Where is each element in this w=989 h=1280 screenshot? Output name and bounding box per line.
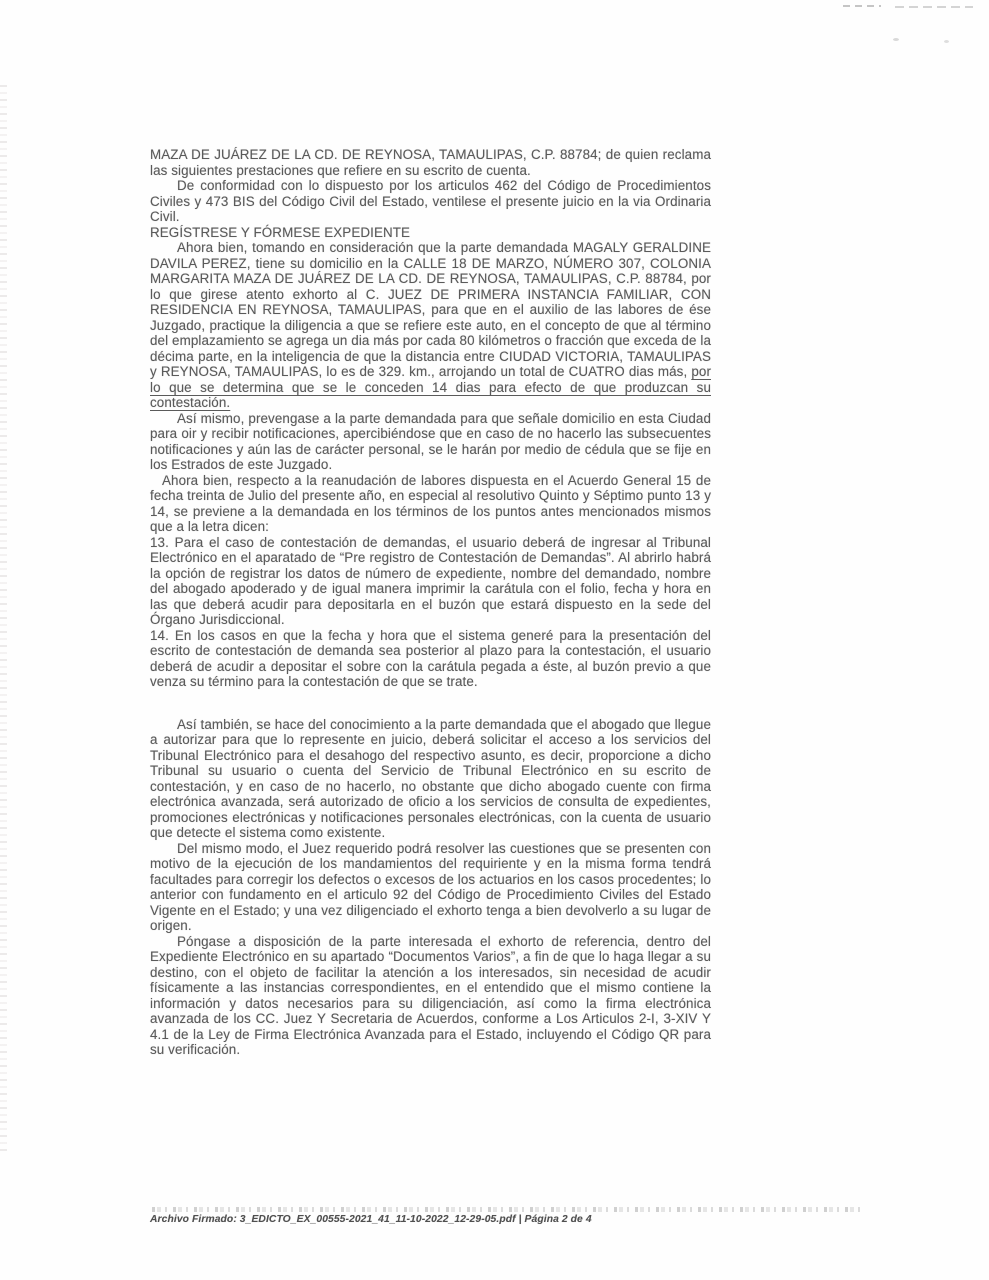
scan-noise-top-right	[895, 6, 973, 8]
paragraph-asi-tambien: Así también, se hace del conocimiento a la parte demandada que el abogado que llegue a autorizar para que lo represente en juicio, deberá solicitar el acceso a los servicios del Tribunal Electrónico para el desahogo del respectivo asunto, es decir, proporcione a dicho Tribunal su usuario o cuenta del Servicio de Tribunal Electrónico en su escrito de contestación, y en caso de no hacerlo, no obstante que dicho abogado cuente con firma electrónica avanzada, será autorizado de oficio a los servicios de consulta de expedientes, promociones electrónicas y notificaciones personales electrónicas, con la cuenta de usuario que detecte el sistema como existente.	[150, 716, 711, 840]
paragraph-conformidad: De conformidad con lo dispuesto por los articulos 462 del Código de Procedimientos Civiles y 473 BIS del Código Civil del Estado, ventilese el presente juicio en la via Ordinaria Civil.	[150, 178, 711, 224]
illegible-signature-hash-line	[152, 1207, 864, 1212]
paragraph-del-mismo-modo: Del mismo modo, el Juez requerido podrá resolver las cuestiones que se presenten con motivo de la ejecución de los mandamientos del requiriente y en la misma forma tendrá facultades para corregir los defectos o excesos de los actuarios en los casos procedentes; lo anterior con fundamento en el articulo 92 del Código de Procedimiento Civiles del Estado Vigente en el Estado; y una vez diligenciado el exhorto tenga a bien devolverlo a su lugar de origen.	[150, 840, 711, 933]
scan-speck	[944, 40, 949, 43]
footer-file-info: Archivo Firmado: 3_EDICTO_EX_00555-2021_41_11-10-2022_12-29-05.pdf | Página 2 de 4	[150, 1214, 592, 1225]
scan-noise-top-right	[843, 5, 881, 7]
heading-registrese-formese-expediente: REGÍSTRESE Y FÓRMESE EXPEDIENTE	[150, 224, 411, 240]
paragraph-pongase: Póngase a disposición de la parte interesada el exhorto de referencia, dentro del Expediente Electrónico en su apartado “Documentos Varios”, a fin de que lo haga llegar a su destino, con el objeto de facilitar la atención a los interesados, sin necesidad de acudir físicamente a las instancias correspondientes, en el entendido que el mismo contiene la información y datos necesarios para su diligenciación, así como la firma electrónica avanzada de los CC. Juez Y Secretaria de Acuerdos, conforme a Los Articulos 2-I, 3-XIV Y 4.1 de la Ley de Firma Electrónica Avanzada para el Estado, incluyendo el Código QR para su verificación.	[150, 933, 711, 1057]
document-body	[150, 147, 711, 1058]
blockquote-punto-13: 13. Para el caso de contestación de demandas, el usuario deberá de ingresar al Tribunal Electrónico en el aparatado de “Pre registro de Contestación de Demandas”. Al abrirlo habrá la opción de registrar los datos de número de expediente, nombre del demandado, nombre del abogado apoderado y de igual manera imprimir la carátula con el folio, fecha y hora en las que deberá acudir para depositarla en el buzón que estará dispuesto en la sede del Órgano Jurisdiccional.	[150, 534, 711, 627]
paragraph-exhorto	[150, 240, 711, 411]
scan-noise-left-edge	[0, 85, 7, 1155]
paragraph-asi-mismo: Así mismo, prevengase a la parte demandada para que señale domicilio en esta Ciudad para oir y recibir notificaciones, apercibiéndose que en caso de no hacerlo las subsecuentes notificaciones y aún las de carácter personal, se le harán por medio de cédula que se fije en los Estrados de este Juzgado.	[150, 410, 711, 472]
paragraph-acuerdo-general: Ahora bien, respecto a la reanudación de labores dispuesta en el Acuerdo General 15 de fecha treinta de Julio del presente año, en especial al resolutivo Quinto y Séptimo punto 13 y 14, se previene a la demandada en los términos de los puntos antes mencionados mismos que a la letra dicen:	[150, 472, 711, 534]
scan-speck	[893, 38, 899, 41]
blockquote-punto-14: 14. En los casos en que la fecha y hora que el sistema generé para la presentación del escrito de contestación de demanda sea posterior al plazo para la contestación, el usuario deberá de acudir a depositar el sobre con la carátula pegada a éste, al buzón previo a que venza su término para la contestación de que se trate.	[150, 627, 711, 689]
underlined-plazo-contestacion: por lo que se determina que se le conceden 14 dias para efecto de que produzcan su contestación.	[150, 364, 711, 410]
paragraph-exhorto-text: Ahora bien, tomando en consideración que la parte demandada MAGALY GERALDINE DAVILA PEREZ, tiene su domicilio en la CALLE 18 DE MARZO, NÚMERO 307, COLONIA MARGARITA MAZA DE JUÁREZ DE LA CD. DE REYNOSA, TAMAULIPAS, C.P. 88784, por lo que girese atento exhorto al C. JUEZ DE PRIMERA INSTANCIA FAMILIAR, CON RESIDENCIA EN REYNOSA, TAMAULIPAS, para que en el auxilio de las labores de ése Juzgado, practique la diligencia a que se refiere este auto, en el concepto de que al término del emplazamiento se agrega un dia más por cada 80 kilómetros o fracción que exceda de la décima parte, en la inteligencia de que la distancia entre CIUDAD VICTORIA, TAMAULIPAS y REYNOSA, TAMAULIPAS, lo es de 329. km., arrojando un total de CUATRO dias más,	[150, 240, 711, 379]
paragraph-continuation: MAZA DE JUÁREZ DE LA CD. DE REYNOSA, TAMAULIPAS, C.P. 88784; de quien reclama las siguientes prestaciones que refiere en su escrito de cuenta.	[150, 147, 711, 178]
